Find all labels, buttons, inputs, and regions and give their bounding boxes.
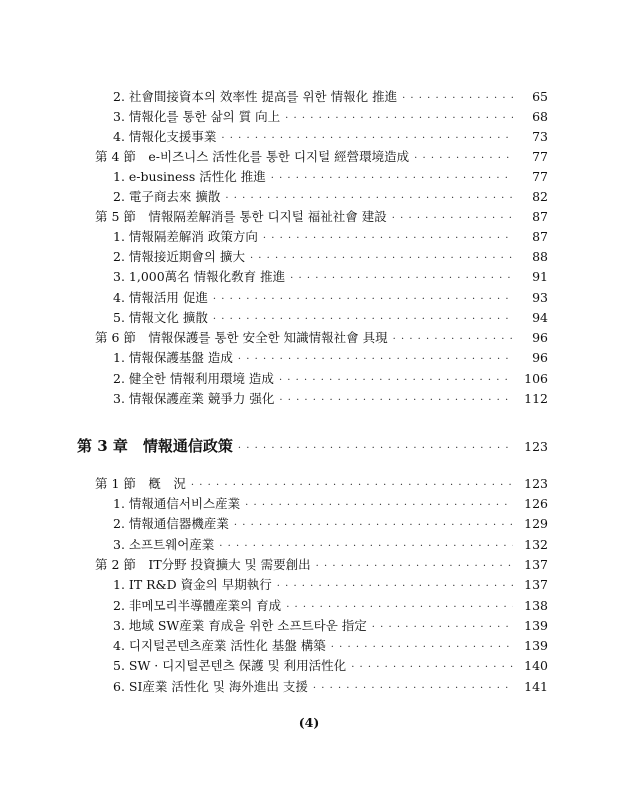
dot-leader [372, 618, 513, 638]
toc-entry-title: 3. 1,000萬名 情報化敎育 推進 [113, 269, 286, 284]
dot-leader [263, 229, 513, 249]
dot-leader [351, 658, 513, 678]
toc-entry [113, 494, 548, 514]
toc-entry-title: 4. 情報化支援事業 [113, 129, 217, 144]
toc-entry [113, 288, 548, 308]
toc-entry-title: 第 6 節 情報保護를 통한 安全한 知識情報社會 具現 [95, 330, 388, 345]
toc-entry-title: 1. IT R&D 資金의 早期執行 [113, 577, 272, 592]
dot-leader [392, 209, 513, 229]
toc-entry [113, 596, 548, 616]
toc-entry [113, 167, 548, 187]
toc-section [95, 328, 548, 348]
dot-leader [279, 391, 513, 411]
toc-entry [113, 656, 548, 676]
toc-section [95, 147, 548, 167]
toc-entry-page: 140 [524, 658, 548, 673]
toc-entry-title: 第 1 節 槪 況 [95, 476, 186, 491]
toc-entry-page: 96 [532, 330, 548, 345]
toc-entry [113, 636, 548, 656]
dot-leader [277, 577, 513, 597]
toc-entry-title: 3. 情報保護産業 競爭力 强化 [113, 391, 275, 406]
toc-section [95, 555, 548, 575]
toc-entry [113, 369, 548, 389]
dot-leader [238, 437, 513, 461]
dot-leader [221, 129, 513, 149]
toc-entry-title: 2. 情報通信器機産業 [113, 516, 229, 531]
toc-section [95, 474, 548, 494]
toc-entry [113, 575, 548, 595]
dot-leader [238, 350, 513, 370]
toc-entry-page: 138 [524, 598, 548, 613]
toc-entry [113, 187, 548, 207]
toc-entry [113, 514, 548, 534]
dot-leader [402, 89, 513, 109]
toc-entry [113, 247, 548, 267]
toc-entry-page: 88 [532, 249, 548, 264]
toc-entry-page: 123 [524, 439, 548, 454]
toc-entry [113, 87, 548, 107]
dot-leader [331, 638, 513, 658]
dot-leader [286, 598, 513, 618]
toc-entry [113, 308, 548, 328]
toc-entry-page: 129 [524, 516, 548, 531]
toc-entry-title: 第 2 節 IT分野 投資擴大 및 需要創出 [95, 557, 311, 572]
dot-leader [290, 269, 513, 289]
toc-entry-title: 3. 소프트웨어産業 [113, 537, 215, 552]
toc-entry-page: 93 [532, 290, 548, 305]
dot-leader [213, 310, 513, 330]
dot-leader [279, 371, 513, 391]
toc-entry-page: 96 [532, 350, 548, 365]
toc-entry-title: 4. 情報活用 促進 [113, 290, 208, 305]
toc-entry-title: 2. 情報接近期會의 擴大 [113, 249, 245, 264]
toc-entry-title: 6. SI産業 活性化 및 海外進出 支援 [113, 679, 308, 694]
toc-entry-page: 82 [532, 189, 548, 204]
toc-entry [113, 616, 548, 636]
toc-entry-page: 73 [532, 129, 548, 144]
toc-chapter [77, 434, 548, 458]
toc-entry-page: 65 [532, 89, 548, 104]
toc-entry-page: 123 [524, 476, 548, 491]
toc-entry-page: 126 [524, 496, 548, 511]
toc-entry [113, 677, 548, 697]
toc-entry [113, 535, 548, 555]
toc-entry-title: 1. 情報隔差解消 政策方向 [113, 229, 258, 244]
toc-section [95, 207, 548, 227]
dot-leader [313, 679, 513, 699]
toc-entry-page: 112 [524, 391, 548, 406]
toc-entry-title: 5. SW · 디지털콘텐츠 保護 및 利用活性化 [113, 658, 347, 673]
toc-entry-title: 4. 디지털콘텐츠産業 活性化 基盤 構築 [113, 638, 326, 653]
toc-entry-title: 第 5 節 情報隔差解消를 통한 디지털 福祉社會 建設 [95, 209, 387, 224]
toc-entry-page: 87 [532, 209, 548, 224]
dot-leader [225, 189, 513, 209]
toc-entry [113, 127, 548, 147]
dot-leader [234, 516, 513, 536]
dot-leader [213, 290, 513, 310]
toc-chapter-title: 第 3 章 情報通信政策 [77, 437, 233, 455]
toc-entry-title: 2. 電子商去來 擴散 [113, 189, 221, 204]
toc-entry [113, 227, 548, 247]
toc-entry-page: 132 [524, 537, 548, 552]
dot-leader [191, 476, 513, 496]
toc-entry-page: 141 [524, 679, 548, 694]
toc-entry-title: 2. 健全한 情報利用環境 造成 [113, 371, 274, 386]
dot-leader [285, 109, 513, 129]
toc-entry-page: 94 [532, 310, 548, 325]
toc-entry [113, 267, 548, 287]
toc-entry-page: 137 [524, 577, 548, 592]
toc-entry-page: 139 [524, 638, 548, 653]
toc-entry-title: 第 4 節 e-비즈니스 活性化를 통한 디지털 經營環境造成 [95, 149, 410, 164]
toc-entry-title: 1. 情報通信서비스産業 [113, 496, 241, 511]
toc-entry-title: 1. e-business 活性化 推進 [113, 169, 266, 184]
toc-entry [113, 389, 548, 409]
dot-leader [316, 557, 513, 577]
toc-entry-page: 77 [532, 149, 548, 164]
toc-entry-page: 91 [532, 269, 548, 284]
toc-entry-page: 137 [524, 557, 548, 572]
toc-entry-title: 1. 情報保護基盤 造成 [113, 350, 233, 365]
toc-entry-title: 2. 社會間接資本의 效率性 提高를 위한 情報化 推進 [113, 89, 398, 104]
toc-entry-page: 87 [532, 229, 548, 244]
toc-entry [113, 348, 548, 368]
dot-leader [393, 330, 513, 350]
toc-entry-page: 106 [524, 371, 548, 386]
toc-entry-title: 3. 地域 SW産業 育成을 위한 소프트타운 指定 [113, 618, 367, 633]
toc-entry-page: 77 [532, 169, 548, 184]
toc-entry [113, 107, 548, 127]
toc-entry-title: 5. 情報文化 擴散 [113, 310, 208, 325]
toc-entry-page: 139 [524, 618, 548, 633]
page-number: (4) [298, 715, 320, 730]
toc-entry-page: 68 [532, 109, 548, 124]
dot-leader [271, 169, 513, 189]
toc-entry-title: 2. 非메모리半導體産業의 育成 [113, 598, 282, 613]
dot-leader [250, 249, 513, 269]
dot-leader [414, 149, 513, 169]
dot-leader [219, 537, 513, 557]
dot-leader [245, 496, 513, 516]
toc-entry-title: 3. 情報化를 통한 삶의 質 向上 [113, 109, 281, 124]
